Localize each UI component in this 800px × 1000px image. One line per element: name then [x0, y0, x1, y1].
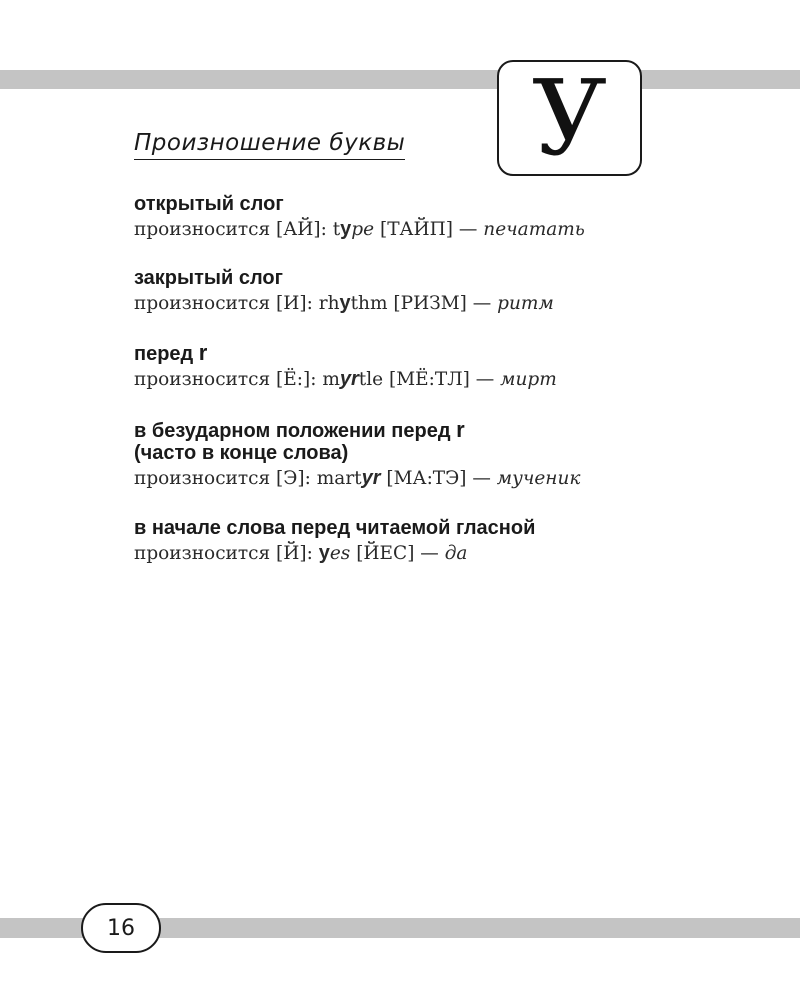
rule-open-syllable	[134, 193, 744, 243]
transcription: [РИЗМ] —	[387, 293, 498, 314]
transcription: [МЁ:ТЛ] —	[383, 369, 501, 390]
rule-pronunciation	[134, 290, 744, 317]
example-word-start: rh	[318, 293, 340, 314]
pronounced-label: произносится [И]:	[134, 293, 319, 314]
example-word-start: t	[332, 219, 341, 240]
example-word-start: m	[322, 369, 340, 390]
header-letter: У	[531, 57, 608, 179]
translation: печатать	[483, 219, 585, 240]
highlighted-letter: yr	[339, 368, 359, 390]
page-number	[81, 903, 161, 953]
letter-box	[497, 57, 642, 179]
rule-pronunciation	[134, 216, 744, 243]
page-number-text: 16	[107, 915, 135, 941]
example-word-end: pe	[351, 219, 375, 240]
rule-heading	[134, 419, 744, 442]
rule-heading-text: в безударном положении перед	[134, 420, 457, 442]
rule-heading	[134, 342, 744, 365]
transcription: [ЙЕС] —	[350, 543, 445, 564]
translation: да	[444, 543, 468, 564]
rule-pronunciation	[134, 465, 744, 492]
translation: мирт	[500, 369, 557, 390]
rule-heading-letter: r	[456, 417, 465, 442]
page-title: Произношение буквы	[134, 128, 405, 160]
pronounced-label: произносится [АЙ]:	[134, 219, 333, 240]
transcription: [ТАЙП] —	[374, 219, 484, 240]
rule-pronunciation	[134, 366, 744, 393]
rule-heading: открытый слог	[134, 193, 284, 215]
example-word-end: es	[329, 543, 351, 564]
highlighted-letter: yr	[361, 467, 381, 489]
highlighted-letter: y	[340, 218, 352, 240]
highlighted-letter: y	[339, 292, 351, 314]
pronounced-label: произносится [Й]:	[134, 543, 319, 564]
rule-heading-letter: r	[198, 340, 208, 365]
rule-before-r	[134, 342, 744, 393]
rule-heading: закрытый слог	[134, 267, 283, 289]
rule-heading-text: перед	[134, 343, 199, 365]
rule-pronunciation	[134, 540, 744, 567]
highlighted-letter: y	[318, 542, 330, 564]
pronounced-label: произносится [Э]:	[134, 468, 317, 489]
transcription: [МА:ТЭ] —	[380, 468, 497, 489]
rule-heading: в начале слова перед читаемой гласной	[134, 517, 536, 539]
example-word-end: tle	[358, 369, 384, 390]
rule-unstressed-before-r	[134, 419, 744, 492]
translation: ритм	[497, 293, 554, 314]
example-word-end: thm	[350, 293, 388, 314]
rule-closed-syllable	[134, 267, 744, 317]
pronounced-label: произносится [Ё:]:	[134, 369, 323, 390]
translation: мученик	[496, 468, 581, 489]
rule-word-start	[134, 517, 744, 567]
rule-heading-second-line: (часто в конце слова)	[134, 442, 349, 464]
top-decorative-band	[0, 70, 800, 89]
example-word-start: mart	[316, 468, 362, 489]
